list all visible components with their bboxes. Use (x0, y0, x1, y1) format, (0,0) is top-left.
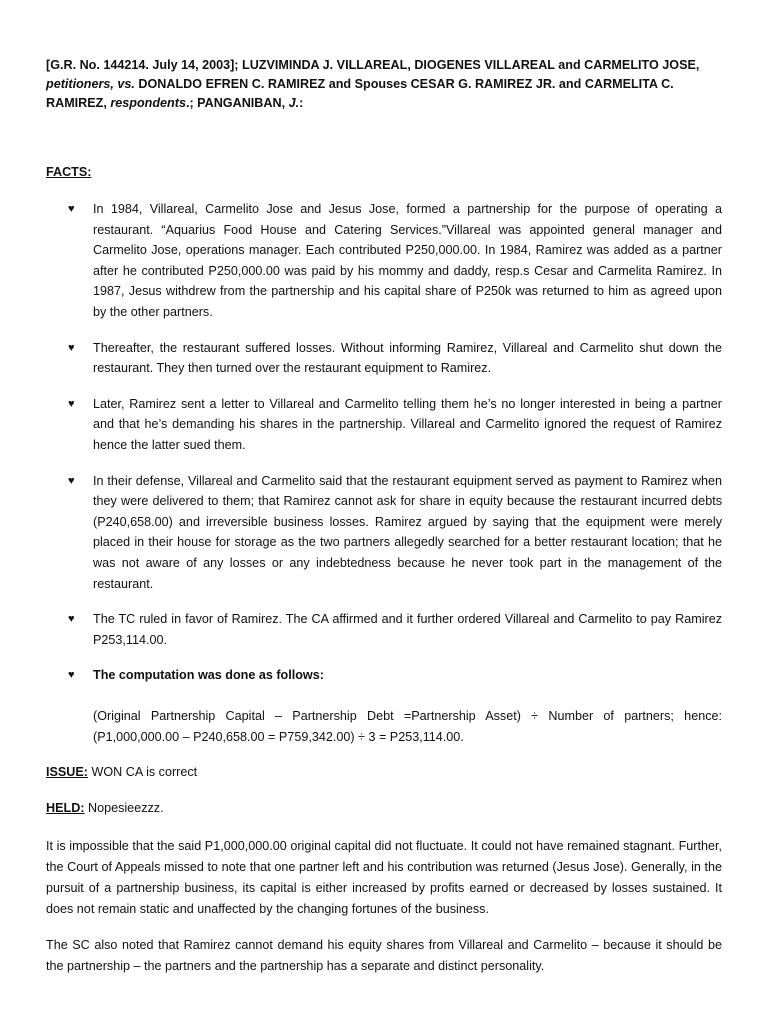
caption-petitioners-names: [G.R. No. 144214. July 14, 2003]; LUZVIMINDA J. VILLAREAL, DIOGENES VILLAREAL and CARMELITO JOSE, (46, 58, 700, 72)
heart-bullet-icon: ♥ (68, 203, 75, 215)
facts-item: ♥ In 1984, Villareal, Carmelito Jose and Jesus Jose, formed a partnership for the purpose of operating a restaurant. “Aquarius Food House and Catering Services.”Villareal was appointed general manager and Carmelito Jose, operations manager. Each contributed P250,000.00. In 1984, Ramirez was added as a partner after he contributed P250,000.00 was paid by his mommy and daddy, resp.s Cesar and Carmelita Ramirez. In 1987, Jesus withdrew from the partnership and his capital share of P250k was returned to him as agreed upon by the other partners. (46, 199, 722, 323)
facts-item-computation: ♥ The computation was done as follows: (46, 665, 722, 686)
caption-respondents-names: DONALDO EFREN C. RAMIREZ and Spouses CESAR G. RAMIREZ JR. and CARMELITA C. RAMIREZ, (46, 77, 674, 110)
heart-bullet-icon: ♥ (68, 613, 75, 626)
issue-line (46, 765, 197, 779)
computation-formula: (Original Partnership Capital – Partnership Debt =Partnership Asset) ÷ Number of partners; hence: (P1,000,000.00 – P240,658.00 = P759,342.00) ÷ 3 = P253,114.00. (93, 709, 722, 744)
held-line (46, 801, 164, 815)
caption-ponente: .; PANGANIBAN, (185, 96, 289, 110)
held-label: HELD: (46, 801, 85, 815)
held-text: Nopesieezzz. (84, 801, 164, 815)
facts-list (46, 199, 722, 701)
caption-vs: , vs. (110, 77, 135, 91)
heart-bullet-icon: ♥ (68, 669, 75, 682)
facts-item: ♥ Later, Ramirez sent a letter to Villareal and Carmelito telling them he’s no longer interested in being a partner and that he’s demanding his shares in the partnership. Villareal and Carmelito ignored the request of Ramirez hence the latter sued them. (46, 394, 722, 456)
caption-judge: J. (288, 96, 300, 110)
heart-bullet-icon: ♥ (68, 341, 75, 354)
issue-text: WON CA is correct (88, 765, 198, 779)
ruling-paragraph-1: It is impossible that the said P1,000,000.00 original capital did not fluctuate. It could not have remained stagnant. Further, the Court of Appeals missed to note that one partner left and his contribution was returned (Jesus Jose). Generally, in the pursuit of a partnership business, its capital is either increased by profits earned or decreased by losses sustained. It does not remain static and unaffected by the changing fortunes of the business. (46, 839, 722, 916)
facts-item: ♥ In their defense, Villareal and Carmelito said that the restaurant equipment served as payment to Ramirez when they were delivered to them; that Ramirez cannot ask for share in equity because the restaurant incurred debts (P240,658.00) and irreversible business losses. Ramirez argued by saying that the equipment were merely placed in their house for storage as the two partners allegedly searched for a better restaurant location; that he was not aware of any losses or any indebtedness because he never took part in the management of the restaurant. (46, 471, 722, 595)
ruling-paragraph-2: The SC also noted that Ramirez cannot demand his equity shares from Villareal and Carmelito – because it should be the partnership – the partners and the partnership has a separate and distinct personality. (46, 938, 722, 973)
caption-petitioners-label: petitioners (46, 77, 111, 91)
caption-respondents-label: respondents (110, 96, 186, 110)
facts-heading: FACTS: (46, 165, 92, 179)
case-caption (46, 56, 724, 113)
issue-label: ISSUE: (46, 765, 88, 779)
facts-item: ♥ Thereafter, the restaurant suffered losses. Without informing Ramirez, Villareal and Carmelito shut down the restaurant. They then turned over the restaurant equipment to Ramirez. (46, 338, 722, 379)
caption-colon: : (299, 96, 304, 110)
heart-bullet-icon: ♥ (68, 397, 75, 410)
facts-item: ♥ The TC ruled in favor of Ramirez. The CA affirmed and it further ordered Villareal and Carmelito to pay Ramirez P253,114.00. (46, 609, 722, 650)
heart-bullet-icon: ♥ (68, 474, 75, 487)
